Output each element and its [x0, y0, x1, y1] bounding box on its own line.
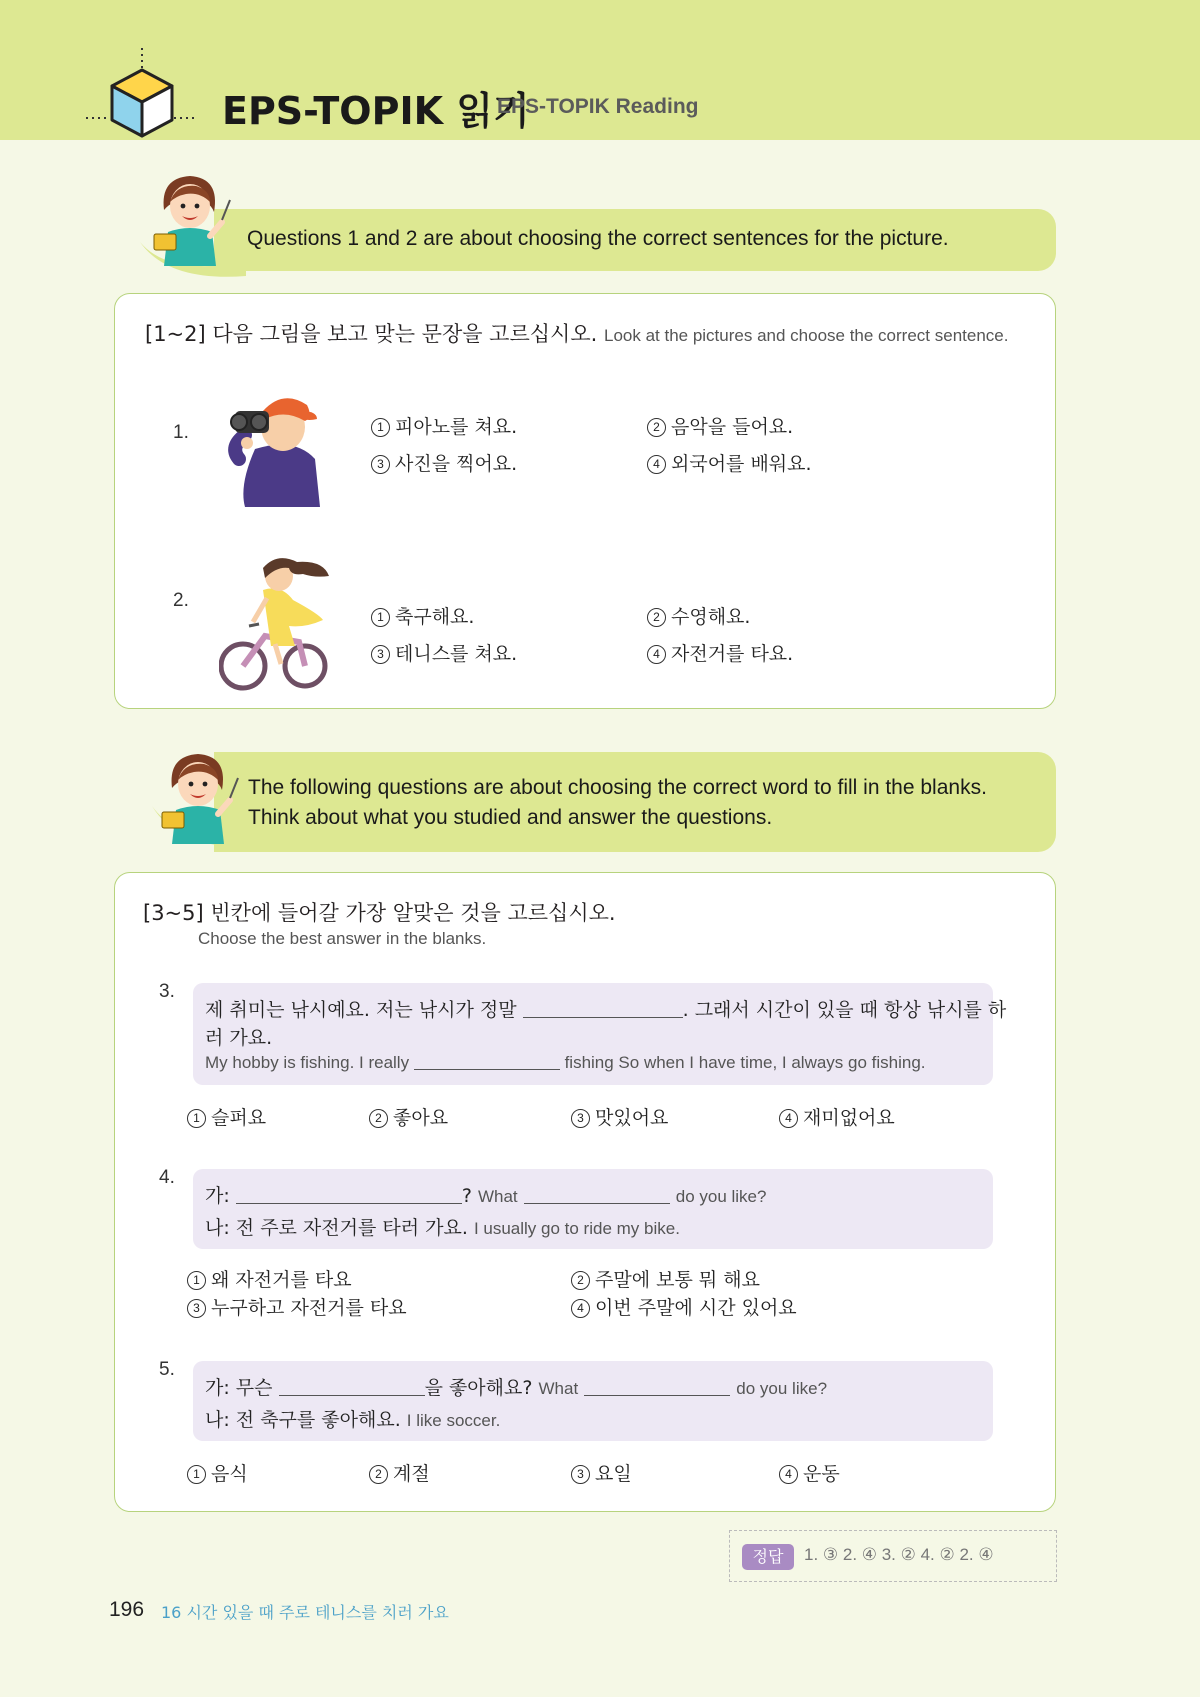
camera-person-illustration [225, 389, 330, 507]
instruction-en: Look at the pictures and choose the correct sentence. [603, 326, 1009, 345]
section2-hint-line1: The following questions are about choosing the correct word to fill in the blanks. [248, 776, 987, 799]
option-text: 재미없어요 [803, 1107, 895, 1129]
option-text: 축구해요. [395, 606, 475, 628]
q4-na-ko: 나: 전 주로 자전거를 타러 가요. [205, 1217, 468, 1239]
q3-text-b: . 그래서 시간이 있을 때 항상 낚시를 하 [682, 999, 1007, 1021]
option-5-4 [779, 1459, 840, 1486]
blank-field [584, 1395, 730, 1396]
question-panel-2 [114, 872, 1056, 1512]
option-marker: 1 [187, 1465, 206, 1484]
option-text: 계절 [393, 1463, 430, 1485]
option-4-2 [571, 1265, 760, 1292]
option-2-1 [371, 602, 474, 629]
section1-instruction [145, 318, 1008, 348]
chapter-title: 16 시간 있을 때 주로 테니스를 치러 가요 [161, 1603, 449, 1622]
option-2-2 [647, 602, 750, 629]
q3-en-b: fishing So when I have time, I always go fishing. [564, 1053, 926, 1072]
question-5-box [193, 1361, 993, 1441]
page-title: EPS-TOPIK 읽기 [222, 89, 530, 133]
blank-field [524, 1203, 670, 1204]
section2-instruction-en: Choose the best answer in the blanks. [198, 929, 487, 948]
section2-instruction-ko: [3~5] 빈칸에 들어갈 가장 알맞은 것을 고르십시오. [143, 901, 616, 925]
q3-line1 [205, 995, 1006, 1022]
option-text: 맛있어요 [595, 1107, 669, 1129]
option-text: 피아노를 쳐요. [395, 416, 518, 438]
blank-field [523, 1017, 683, 1018]
option-marker: 3 [571, 1465, 590, 1484]
q5-na-line [205, 1405, 500, 1432]
option-text: 음악을 들어요. [671, 416, 794, 438]
option-marker: 2 [571, 1271, 590, 1290]
page-subtitle: EPS-TOPIK Reading [497, 95, 699, 118]
option-5-2 [369, 1459, 430, 1486]
option-3-2 [369, 1103, 448, 1130]
q5-ga-b: 을 좋아해요? [424, 1377, 533, 1399]
option-text: 왜 자전거를 타요 [211, 1269, 352, 1291]
option-3-3 [571, 1103, 668, 1130]
q4-en-a: What [477, 1187, 518, 1206]
option-marker: 2 [647, 608, 666, 627]
question-number: 1. [173, 422, 189, 443]
option-3-4 [779, 1103, 895, 1130]
q5-ga-a: 가: 무슨 [205, 1377, 273, 1399]
q4-ga-line [205, 1181, 766, 1208]
q3-text-a: 제 취미는 낚시예요. 저는 낚시가 정말 [205, 999, 517, 1021]
option-1-2 [647, 412, 793, 439]
option-text: 외국어를 배워요. [671, 453, 812, 475]
option-marker: 1 [187, 1109, 206, 1128]
option-text: 요일 [595, 1463, 632, 1485]
option-2-3 [371, 639, 517, 666]
option-2-4 [647, 639, 793, 666]
option-marker: 2 [369, 1465, 388, 1484]
q3-english [205, 1053, 926, 1073]
section2-hint-line2: Think about what you studied and answer the questions. [248, 806, 773, 829]
section1-hint-text: Questions 1 and 2 are about choosing the correct sentences for the picture. [247, 227, 949, 250]
question-3-box [193, 983, 1007, 1085]
question-number: 4. [159, 1167, 175, 1188]
section2-hint-bubble [214, 752, 1056, 852]
option-5-3 [571, 1459, 632, 1486]
option-text: 좋아요 [393, 1107, 449, 1129]
bicycle-girl-illustration [219, 554, 334, 694]
option-marker: 3 [571, 1109, 590, 1128]
option-marker: 2 [369, 1109, 388, 1128]
question-number: 5. [159, 1359, 175, 1380]
option-marker: 1 [371, 608, 390, 627]
option-marker: 1 [371, 418, 390, 437]
question-4-box [193, 1169, 993, 1249]
instruction-ko: [1~2] 다음 그림을 보고 맞는 문장을 고르십시오. [145, 322, 598, 346]
question-panel-1 [114, 293, 1056, 709]
option-1-1 [371, 412, 517, 439]
q3-en-a: My hobby is fishing. I really [205, 1053, 410, 1072]
option-marker: 4 [779, 1465, 798, 1484]
q5-na-en: I like soccer. [406, 1411, 501, 1430]
q4-en-b: do you like? [675, 1187, 767, 1206]
option-3-1 [187, 1103, 266, 1130]
option-text: 누구하고 자전거를 타요 [211, 1297, 407, 1319]
blank-field [236, 1203, 462, 1204]
blank-field [414, 1069, 560, 1070]
q4-na-line [205, 1213, 680, 1240]
question-number: 3. [159, 981, 175, 1002]
cube-icon [86, 48, 198, 140]
option-marker: 2 [647, 418, 666, 437]
q4-na-en: I usually go to ride my bike. [473, 1219, 680, 1238]
page-number: 196 [109, 1598, 145, 1621]
option-text: 자전거를 타요. [671, 643, 794, 665]
option-marker: 4 [571, 1299, 590, 1318]
question-number: 2. [173, 590, 189, 611]
q5-en-b: do you like? [736, 1379, 828, 1398]
option-text: 수영해요. [671, 606, 751, 628]
option-text: 음식 [211, 1463, 248, 1485]
option-marker: 4 [647, 455, 666, 474]
option-text: 이번 주말에 시간 있어요 [595, 1297, 797, 1319]
option-marker: 1 [187, 1271, 206, 1290]
option-text: 테니스를 쳐요. [395, 643, 518, 665]
option-marker: 4 [647, 645, 666, 664]
answer-key-text: 1. ③ 2. ④ 3. ② 4. ② 2. ④ [804, 1545, 994, 1564]
option-4-1 [187, 1265, 352, 1292]
q4-question-mark: ? [461, 1185, 472, 1207]
answer-key-box [729, 1530, 1057, 1582]
q3-line2: 러 가요. [205, 1027, 273, 1049]
q5-na-ko: 나: 전 축구를 좋아해요. [205, 1409, 401, 1431]
option-4-4 [571, 1293, 797, 1320]
option-1-3 [371, 449, 517, 476]
teacher-illustration [150, 170, 240, 270]
option-text: 슬퍼요 [211, 1107, 267, 1129]
option-text: 운동 [803, 1463, 840, 1485]
option-marker: 4 [779, 1109, 798, 1128]
option-text: 사진을 찍어요. [395, 453, 518, 475]
q4-ga-label: 가: [205, 1185, 230, 1207]
answer-key-label: 정답 [742, 1544, 794, 1570]
option-1-4 [647, 449, 812, 476]
option-text: 주말에 보통 뭐 해요 [595, 1269, 760, 1291]
option-4-3 [187, 1293, 407, 1320]
blank-field [279, 1395, 425, 1396]
q5-ga-line [205, 1373, 827, 1400]
option-marker: 3 [371, 455, 390, 474]
section1-hint-bubble [214, 209, 1056, 271]
option-5-1 [187, 1459, 248, 1486]
teacher-illustration [158, 748, 248, 848]
option-marker: 3 [371, 645, 390, 664]
option-marker: 3 [187, 1299, 206, 1318]
q5-en-a: What [538, 1379, 579, 1398]
